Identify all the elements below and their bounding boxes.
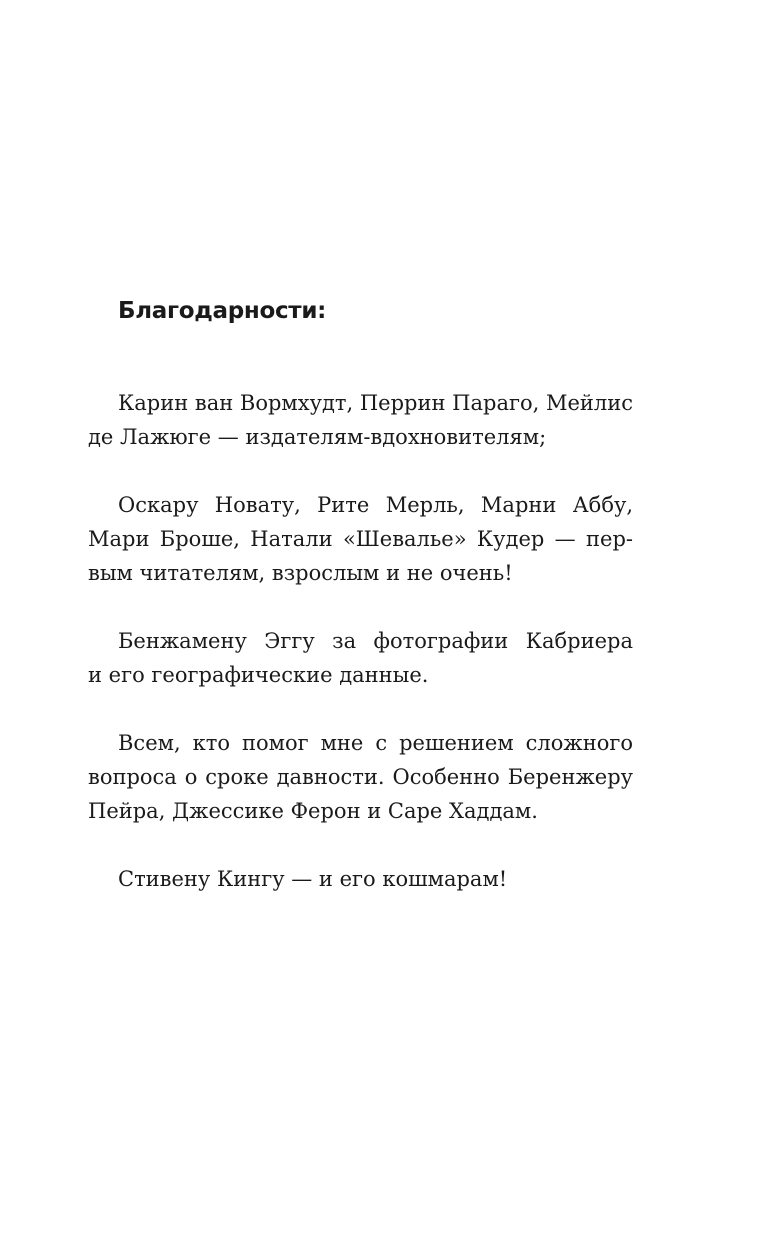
text-line: Оскару Новату, Рите Мерль, Марни Аббу, xyxy=(118,493,633,517)
text-line: вым читателям, взрослым и не очень! xyxy=(88,561,513,585)
text-line: Бенжамену Эггу за фотографии Кабриера xyxy=(118,629,633,653)
paragraph-first-readers xyxy=(88,488,633,590)
text-line: Мари Броше, Натали «Шевалье» Кудер — пер- xyxy=(88,527,633,551)
text-line: вопроса о сроке давности. Особенно Беренжеру xyxy=(88,765,633,789)
paragraph-photos xyxy=(88,624,633,692)
text-line: Стивену Кингу — и его кошмарам! xyxy=(118,867,508,891)
page-heading: Благодарности: xyxy=(118,298,327,324)
acknowledgements-text xyxy=(88,386,633,896)
text-line: и его географические данные. xyxy=(88,663,429,687)
text-line: Всем, кто помог мне с решением сложного xyxy=(118,731,633,755)
text-line: де Лажюге — издателям-вдохновителям; xyxy=(88,425,547,449)
paragraph-stephen-king xyxy=(88,862,633,896)
text-line: Пейра, Джессике Ферон и Саре Хаддам. xyxy=(88,799,538,823)
paragraph-publishers xyxy=(88,386,633,454)
paragraph-legal-help xyxy=(88,726,633,828)
text-line: Карин ван Вормхудт, Перрин Параго, Мейлис xyxy=(118,391,633,415)
